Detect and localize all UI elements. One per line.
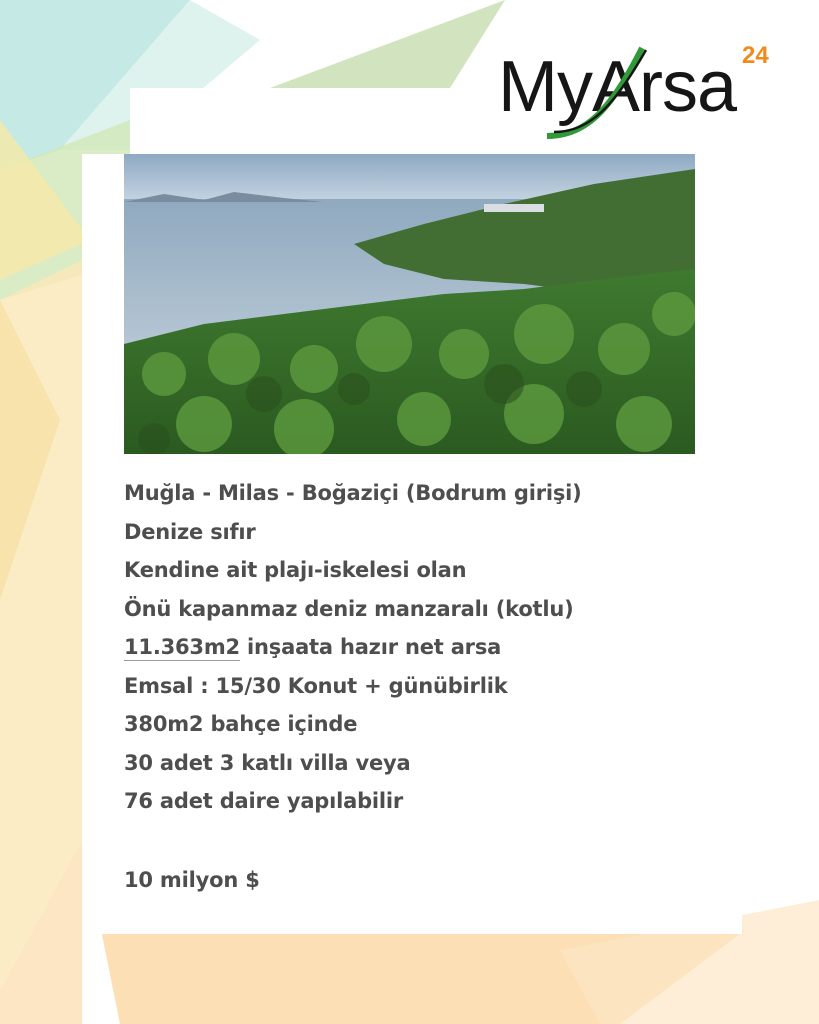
listing-details [124,474,724,899]
logo-superscript: 24 [742,42,769,69]
price-line: 10 milyon $ [124,867,260,892]
logo-brand-text: MyArsa [498,47,737,127]
sea-front-line: Denize sıfır [124,519,256,544]
apartment-line: 76 adet daire yapılabilir [124,789,404,813]
area-description: inşaata hazır net arsa [239,635,502,659]
garden-line: 380m2 bahçe içinde [124,712,358,736]
beach-pier-line: Kendine ait plajı-iskelesi olan [124,558,467,582]
myarsa24-logo [492,28,782,148]
area-line [124,628,724,667]
logo-swoosh-icon [492,28,782,148]
land-photo [124,154,695,454]
location-line: Muğla - Milas - Boğaziçi (Bodrum girişi) [124,481,582,505]
view-line: Önü kapanmaz deniz manzaralı (kotlu) [124,596,574,621]
emsal-line: Emsal : 15/30 Konut + günübirlik [124,673,508,698]
villa-line: 30 adet 3 katlı villa veya [124,750,411,775]
area-value-link[interactable]: 11.363m2 [124,635,240,659]
